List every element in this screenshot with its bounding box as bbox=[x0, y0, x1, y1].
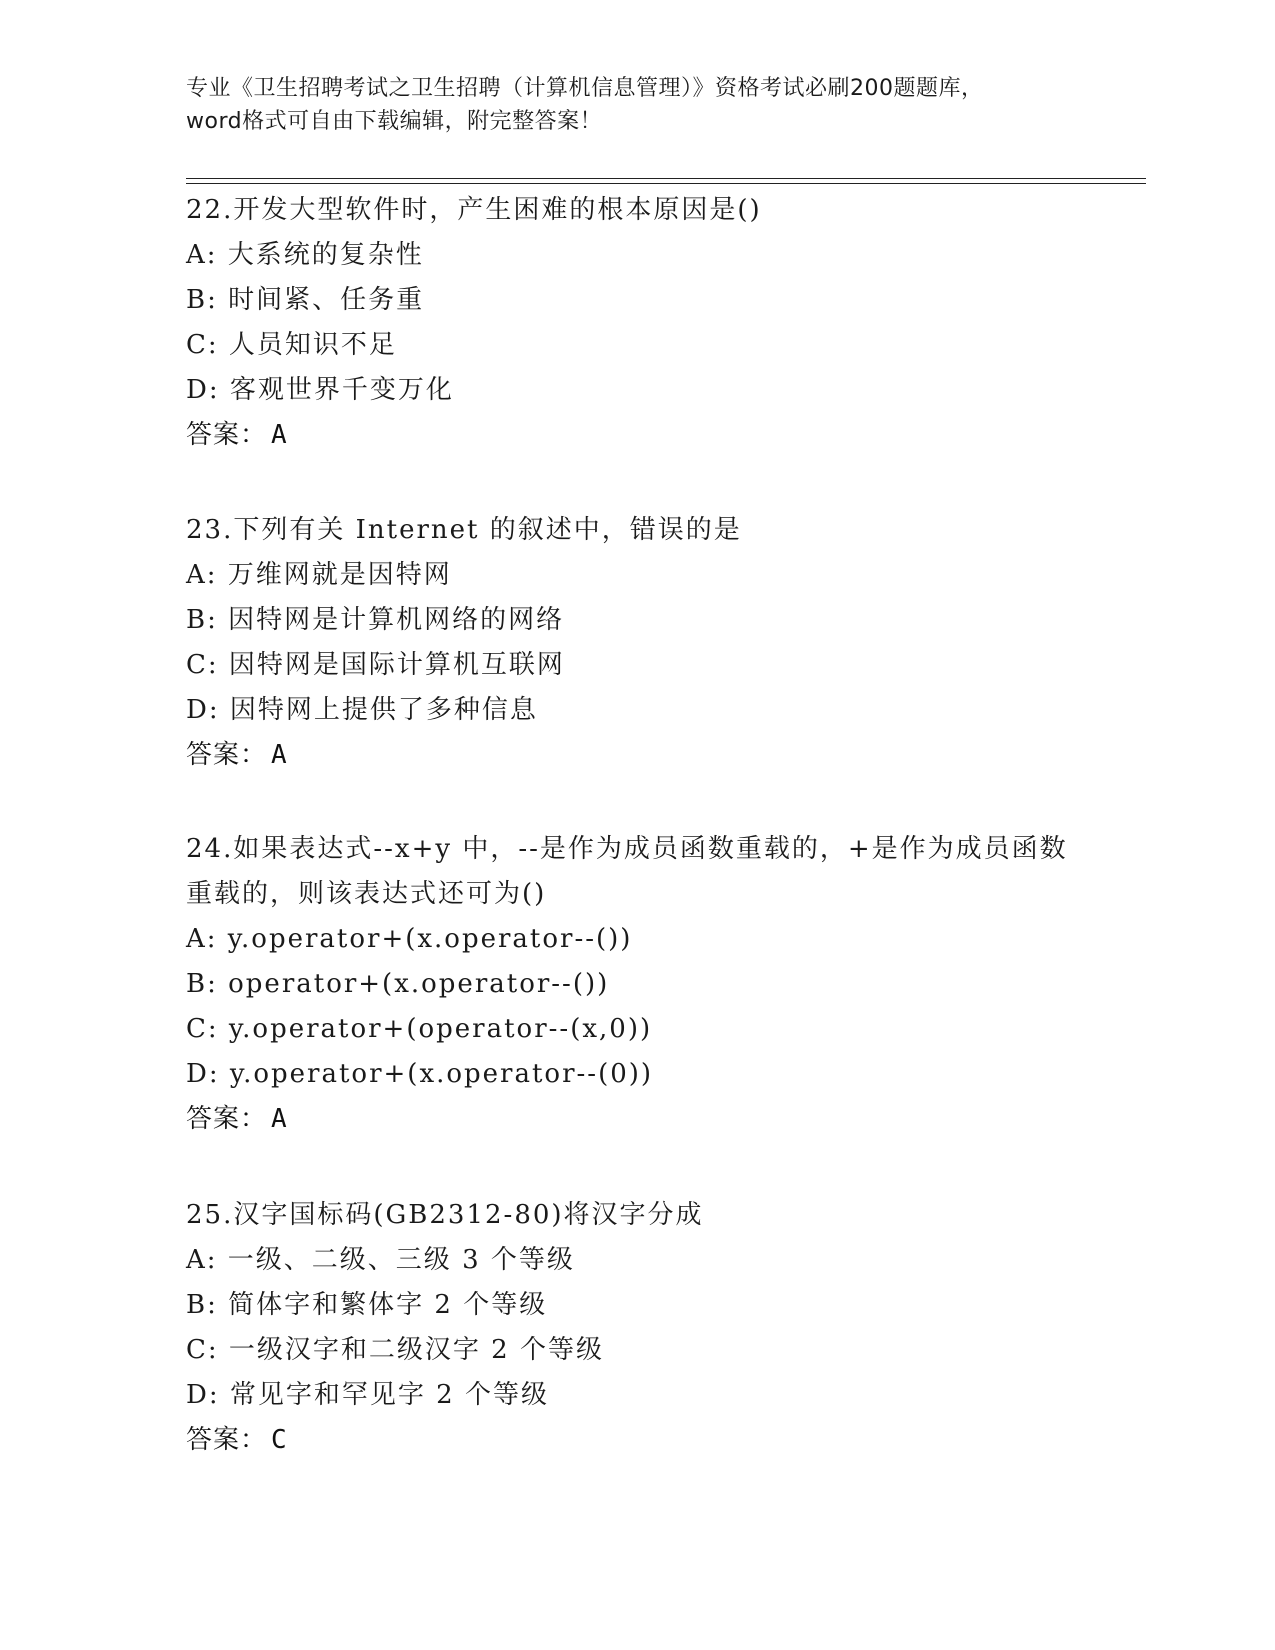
answer-line bbox=[186, 733, 1086, 778]
question-stem-continued: 重载的，则该表达式还可为() bbox=[186, 879, 547, 909]
option-a: A: 大系统的复杂性 bbox=[186, 240, 424, 270]
answer-label: 答案： bbox=[186, 420, 268, 450]
answer-line bbox=[186, 1097, 1086, 1142]
answer-label: 答案： bbox=[186, 1104, 268, 1134]
question-stem: 25.汉字国标码(GB2312-80)将汉字分成 bbox=[186, 1200, 704, 1230]
header-divider-top bbox=[186, 178, 1146, 179]
option-c: C: 因特网是国际计算机互联网 bbox=[186, 650, 565, 680]
answer-value: A bbox=[271, 740, 288, 770]
question-24 bbox=[186, 827, 1086, 1142]
option-b: B: 因特网是计算机网络的网络 bbox=[186, 605, 565, 635]
option-c: C: 一级汉字和二级汉字 2 个等级 bbox=[186, 1335, 604, 1365]
answer-line bbox=[186, 1418, 1086, 1463]
option-c: C: y.operator+(operator--(x,0)) bbox=[186, 1014, 653, 1044]
answer-label: 答案： bbox=[186, 740, 268, 770]
option-c: C: 人员知识不足 bbox=[186, 330, 397, 360]
option-d: D: 常见字和罕见字 2 个等级 bbox=[186, 1380, 549, 1410]
option-a: A: 万维网就是因特网 bbox=[186, 560, 452, 590]
header-line-2: word格式可自由下载编辑，附完整答案！ bbox=[186, 109, 603, 134]
question-stem: 22.开发大型软件时，产生困难的根本原因是() bbox=[186, 195, 762, 225]
option-d: D: 因特网上提供了多种信息 bbox=[186, 695, 538, 725]
option-b: B: operator+(x.operator--()) bbox=[186, 969, 610, 999]
option-b: B: 时间紧、任务重 bbox=[186, 285, 425, 315]
answer-value: A bbox=[271, 1104, 288, 1134]
option-b: B: 简体字和繁体字 2 个等级 bbox=[186, 1290, 548, 1320]
question-25 bbox=[186, 1193, 1086, 1463]
answer-value: C bbox=[271, 1425, 288, 1455]
answer-label: 答案： bbox=[186, 1425, 268, 1455]
option-a: A: 一级、二级、三级 3 个等级 bbox=[186, 1245, 575, 1275]
header-line-1: 专业《卫生招聘考试之卫生招聘（计算机信息管理）》资格考试必刷200题题库， bbox=[186, 76, 984, 101]
question-23 bbox=[186, 508, 1086, 778]
document-header bbox=[186, 72, 1086, 138]
answer-line bbox=[186, 413, 1086, 458]
question-stem: 23.下列有关 Internet 的叙述中，错误的是 bbox=[186, 515, 742, 545]
option-a: A: y.operator+(x.operator--()) bbox=[186, 924, 633, 954]
header-divider-bottom bbox=[186, 183, 1146, 184]
option-d: D: y.operator+(x.operator--(0)) bbox=[186, 1059, 654, 1089]
option-d: D: 客观世界千变万化 bbox=[186, 375, 454, 405]
question-22 bbox=[186, 188, 1086, 458]
question-stem: 24.如果表达式--x+y 中，--是作为成员函数重载的，+是作为成员函数 bbox=[186, 834, 1068, 864]
answer-value: A bbox=[271, 420, 288, 450]
